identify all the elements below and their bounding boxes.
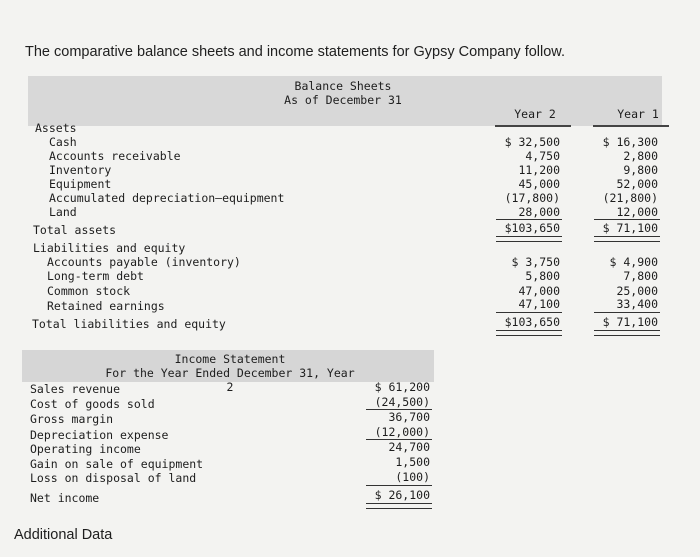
row-label: Sales revenue <box>30 382 121 396</box>
header-rule-year1 <box>593 125 669 127</box>
row-label: Operating income <box>30 442 141 456</box>
row-value-year1: 33,400 <box>616 297 658 311</box>
row-value-year2: $ 32,500 <box>504 135 560 149</box>
subtotal-rule-year2 <box>496 312 562 313</box>
row-value-year2: 5,800 <box>525 269 560 283</box>
row-value-year2: 11,200 <box>518 163 560 177</box>
row-value-year1: 7,800 <box>623 269 658 283</box>
column-header-year1: Year 1 <box>617 107 659 121</box>
income-statement-title-line1: Income Statement <box>174 352 286 366</box>
row-value-year2: (17,800) <box>504 191 560 205</box>
total-double-rule-year1 <box>594 236 660 242</box>
row-label: Equipment <box>49 177 112 191</box>
row-value-year1: 25,000 <box>616 284 658 298</box>
total-liabilities-label: Total liabilities and equity <box>32 317 226 331</box>
row-value: 36,700 <box>388 410 430 424</box>
row-value: (12,000) <box>374 425 430 439</box>
income-statement-title <box>100 352 360 394</box>
row-value-year2: 45,000 <box>518 177 560 191</box>
total-liabilities-year2: $103,650 <box>504 315 560 329</box>
row-value-year1: 12,000 <box>616 205 658 219</box>
net-income-value: $ 26,100 <box>374 488 430 502</box>
row-label: Retained earnings <box>47 299 165 313</box>
subtotal-rule-year1 <box>594 312 660 313</box>
row-value-year1: $ 4,900 <box>609 255 658 269</box>
row-value-year2: $ 3,750 <box>511 255 560 269</box>
total-double-rule-year1 <box>594 330 660 336</box>
row-label: Land <box>49 205 77 219</box>
row-value-year2: 28,000 <box>518 205 560 219</box>
subtotal-rule <box>366 485 432 486</box>
subtotal-rule-year2 <box>496 219 562 220</box>
intro-text: The comparative balance sheets and income statements for Gypsy Company follow. <box>25 44 565 60</box>
row-label: Inventory <box>49 163 112 177</box>
additional-data-heading: Additional Data <box>14 527 113 543</box>
row-value-year1: 9,800 <box>623 163 658 177</box>
row-label: Gross margin <box>30 412 114 426</box>
row-label: Accounts payable (inventory) <box>47 255 241 269</box>
row-label: Cost of goods sold <box>30 397 155 411</box>
row-label: Common stock <box>47 284 131 298</box>
row-value-year2: 47,000 <box>518 284 560 298</box>
row-label: Accounts receivable <box>49 149 181 163</box>
row-value: $ 61,200 <box>374 380 430 394</box>
row-label: Loss on disposal of land <box>30 471 197 485</box>
row-value-year1: $ 16,300 <box>602 135 658 149</box>
total-assets-year1: $ 71,100 <box>602 221 658 235</box>
row-value-year1: (21,800) <box>602 191 658 205</box>
net-income-label: Net income <box>30 491 100 505</box>
row-label: Depreciation expense <box>30 428 169 442</box>
row-value-year2: 4,750 <box>525 149 560 163</box>
row-value: 1,500 <box>395 455 430 469</box>
row-label: Accumulated depreciation—equipment <box>49 191 285 205</box>
total-liabilities-year1: $ 71,100 <box>602 315 658 329</box>
row-value: (100) <box>395 470 430 484</box>
income-statement-title-line2: For the Year Ended December 31, Year 2 <box>105 366 355 394</box>
assets-label: Assets <box>35 121 77 135</box>
total-double-rule-year2 <box>496 330 562 336</box>
balance-sheet-table <box>28 76 662 336</box>
row-value-year2: 47,100 <box>518 297 560 311</box>
balance-sheet-title-line1: Balance Sheets <box>294 79 392 93</box>
income-statement-table <box>22 350 434 515</box>
column-header-year2: Year 2 <box>514 107 556 121</box>
balance-sheet-title <box>273 79 413 107</box>
row-label: Cash <box>49 135 77 149</box>
row-value: (24,500) <box>374 395 430 409</box>
total-assets-label: Total assets <box>33 223 117 237</box>
row-value: 24,700 <box>388 440 430 454</box>
row-value-year1: 52,000 <box>616 177 658 191</box>
row-label: Long-term debt <box>47 269 144 283</box>
net-income-double-rule <box>366 503 432 509</box>
header-rule-year2 <box>495 125 571 127</box>
row-label: Gain on sale of equipment <box>30 457 204 471</box>
liabilities-label: Liabilities and equity <box>33 241 186 255</box>
balance-sheet-title-line2: As of December 31 <box>284 93 402 107</box>
total-assets-year2: $103,650 <box>504 221 560 235</box>
row-value-year1: 2,800 <box>623 149 658 163</box>
subtotal-rule-year1 <box>594 219 660 220</box>
total-double-rule-year2 <box>496 236 562 242</box>
